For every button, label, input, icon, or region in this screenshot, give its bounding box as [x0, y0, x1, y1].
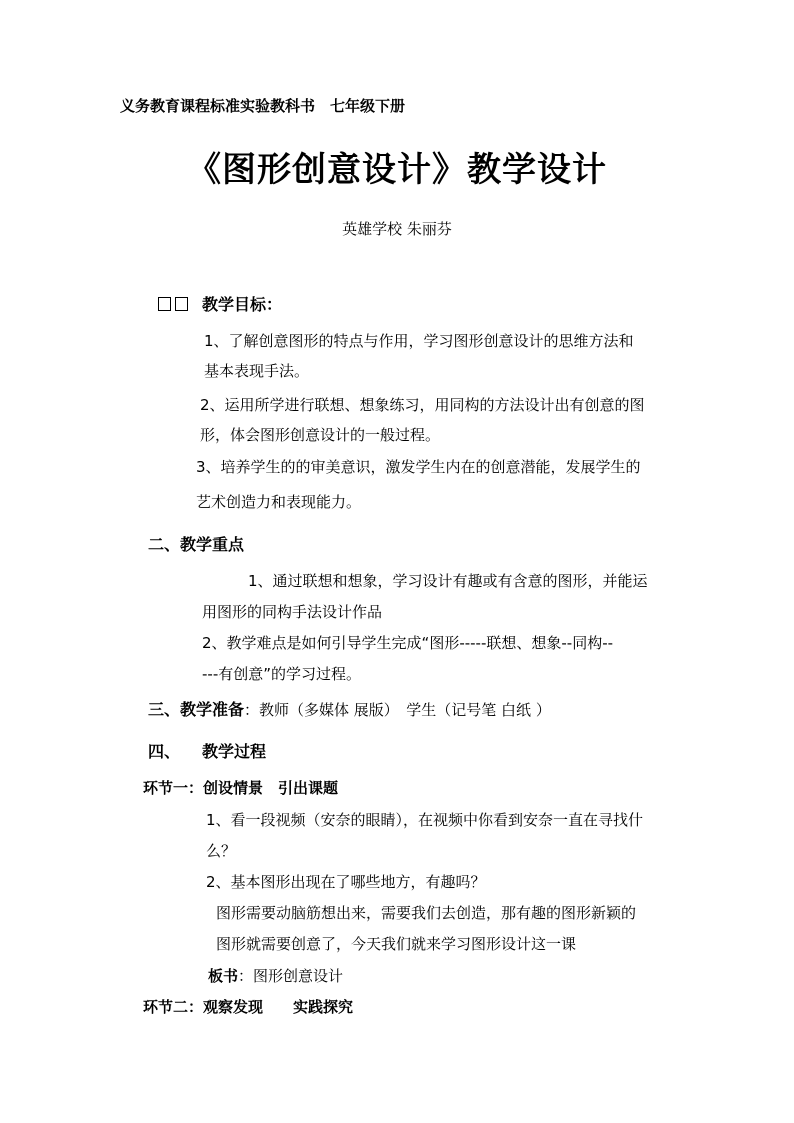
keypoint-line: 1、通过联想和想象，学习设计有趣或有含意的图形，并能运 — [248, 572, 648, 590]
section-process-number: 四、 — [148, 742, 181, 761]
missing-glyph-box-icon — [175, 297, 188, 311]
section-process-title: 教学过程 — [202, 742, 267, 761]
stage2-title: 环节二：观察发现 实践探究 — [143, 998, 354, 1016]
document-title: 《图形创意设计》教学设计 — [187, 150, 607, 190]
keypoint-line: ---有创意”的学习过程。 — [202, 665, 362, 683]
stage1-title: 环节一：创设情景 引出课题 — [143, 779, 339, 797]
objective-line: 基本表现手法。 — [204, 362, 310, 380]
board-note — [208, 966, 343, 986]
objective-line: 形，体会图形创意设计的一般过程。 — [200, 426, 441, 444]
section-keypoints-title: 二、教学重点 — [148, 535, 245, 554]
objective-line: 1、了解创意图形的特点与作用，学习图形创意设计的思维方法和 — [204, 332, 634, 350]
stage1-line: 图形就需要创意了，今天我们就来学习图形设计这一课 — [216, 935, 577, 953]
section-preparation-text: ：教师（多媒体 展版） 学生（记号笔 白纸 ） — [244, 701, 551, 719]
missing-glyph-box-icon — [158, 297, 171, 311]
section-preparation — [148, 700, 551, 720]
section-process-heading — [148, 742, 266, 762]
objective-line: 3、培养学生的的审美意识，激发学生内在的创意潜能，发展学生的 — [196, 458, 641, 476]
section-objectives-heading — [158, 295, 282, 315]
objective-line: 2、运用所学进行联想、想象练习，用同构的方法设计出有创意的图 — [200, 396, 645, 414]
stage1-line: 1、看一段视频（安奈的眼睛），在视频中你看到安奈一直在寻找什 — [206, 811, 644, 829]
stage1-line: 图形需要动脑筋想出来，需要我们去创造，那有趣的图形新颖的 — [216, 904, 637, 922]
board-note-text: ：图形创意设计 — [238, 967, 344, 985]
stage1-line: 么？ — [206, 842, 237, 860]
header-line: 义务教育课程标准实验教科书 七年级下册 — [120, 97, 406, 115]
section-preparation-title: 三、教学准备 — [148, 700, 245, 719]
keypoint-line: 用图形的同构手法设计作品 — [202, 603, 383, 621]
author-line: 英雄学校 朱丽芬 — [342, 220, 452, 238]
board-note-label: 板书 — [208, 967, 239, 985]
section-objectives-title: 教学目标： — [202, 295, 283, 314]
objective-line: 艺术创造力和表现能力。 — [196, 493, 362, 511]
stage1-line: 2、基本图形出现在了哪些地方，有趣吗？ — [206, 873, 486, 891]
keypoint-line: 2、教学难点是如何引导学生完成“图形-----联想、想象--同构-- — [202, 634, 614, 652]
